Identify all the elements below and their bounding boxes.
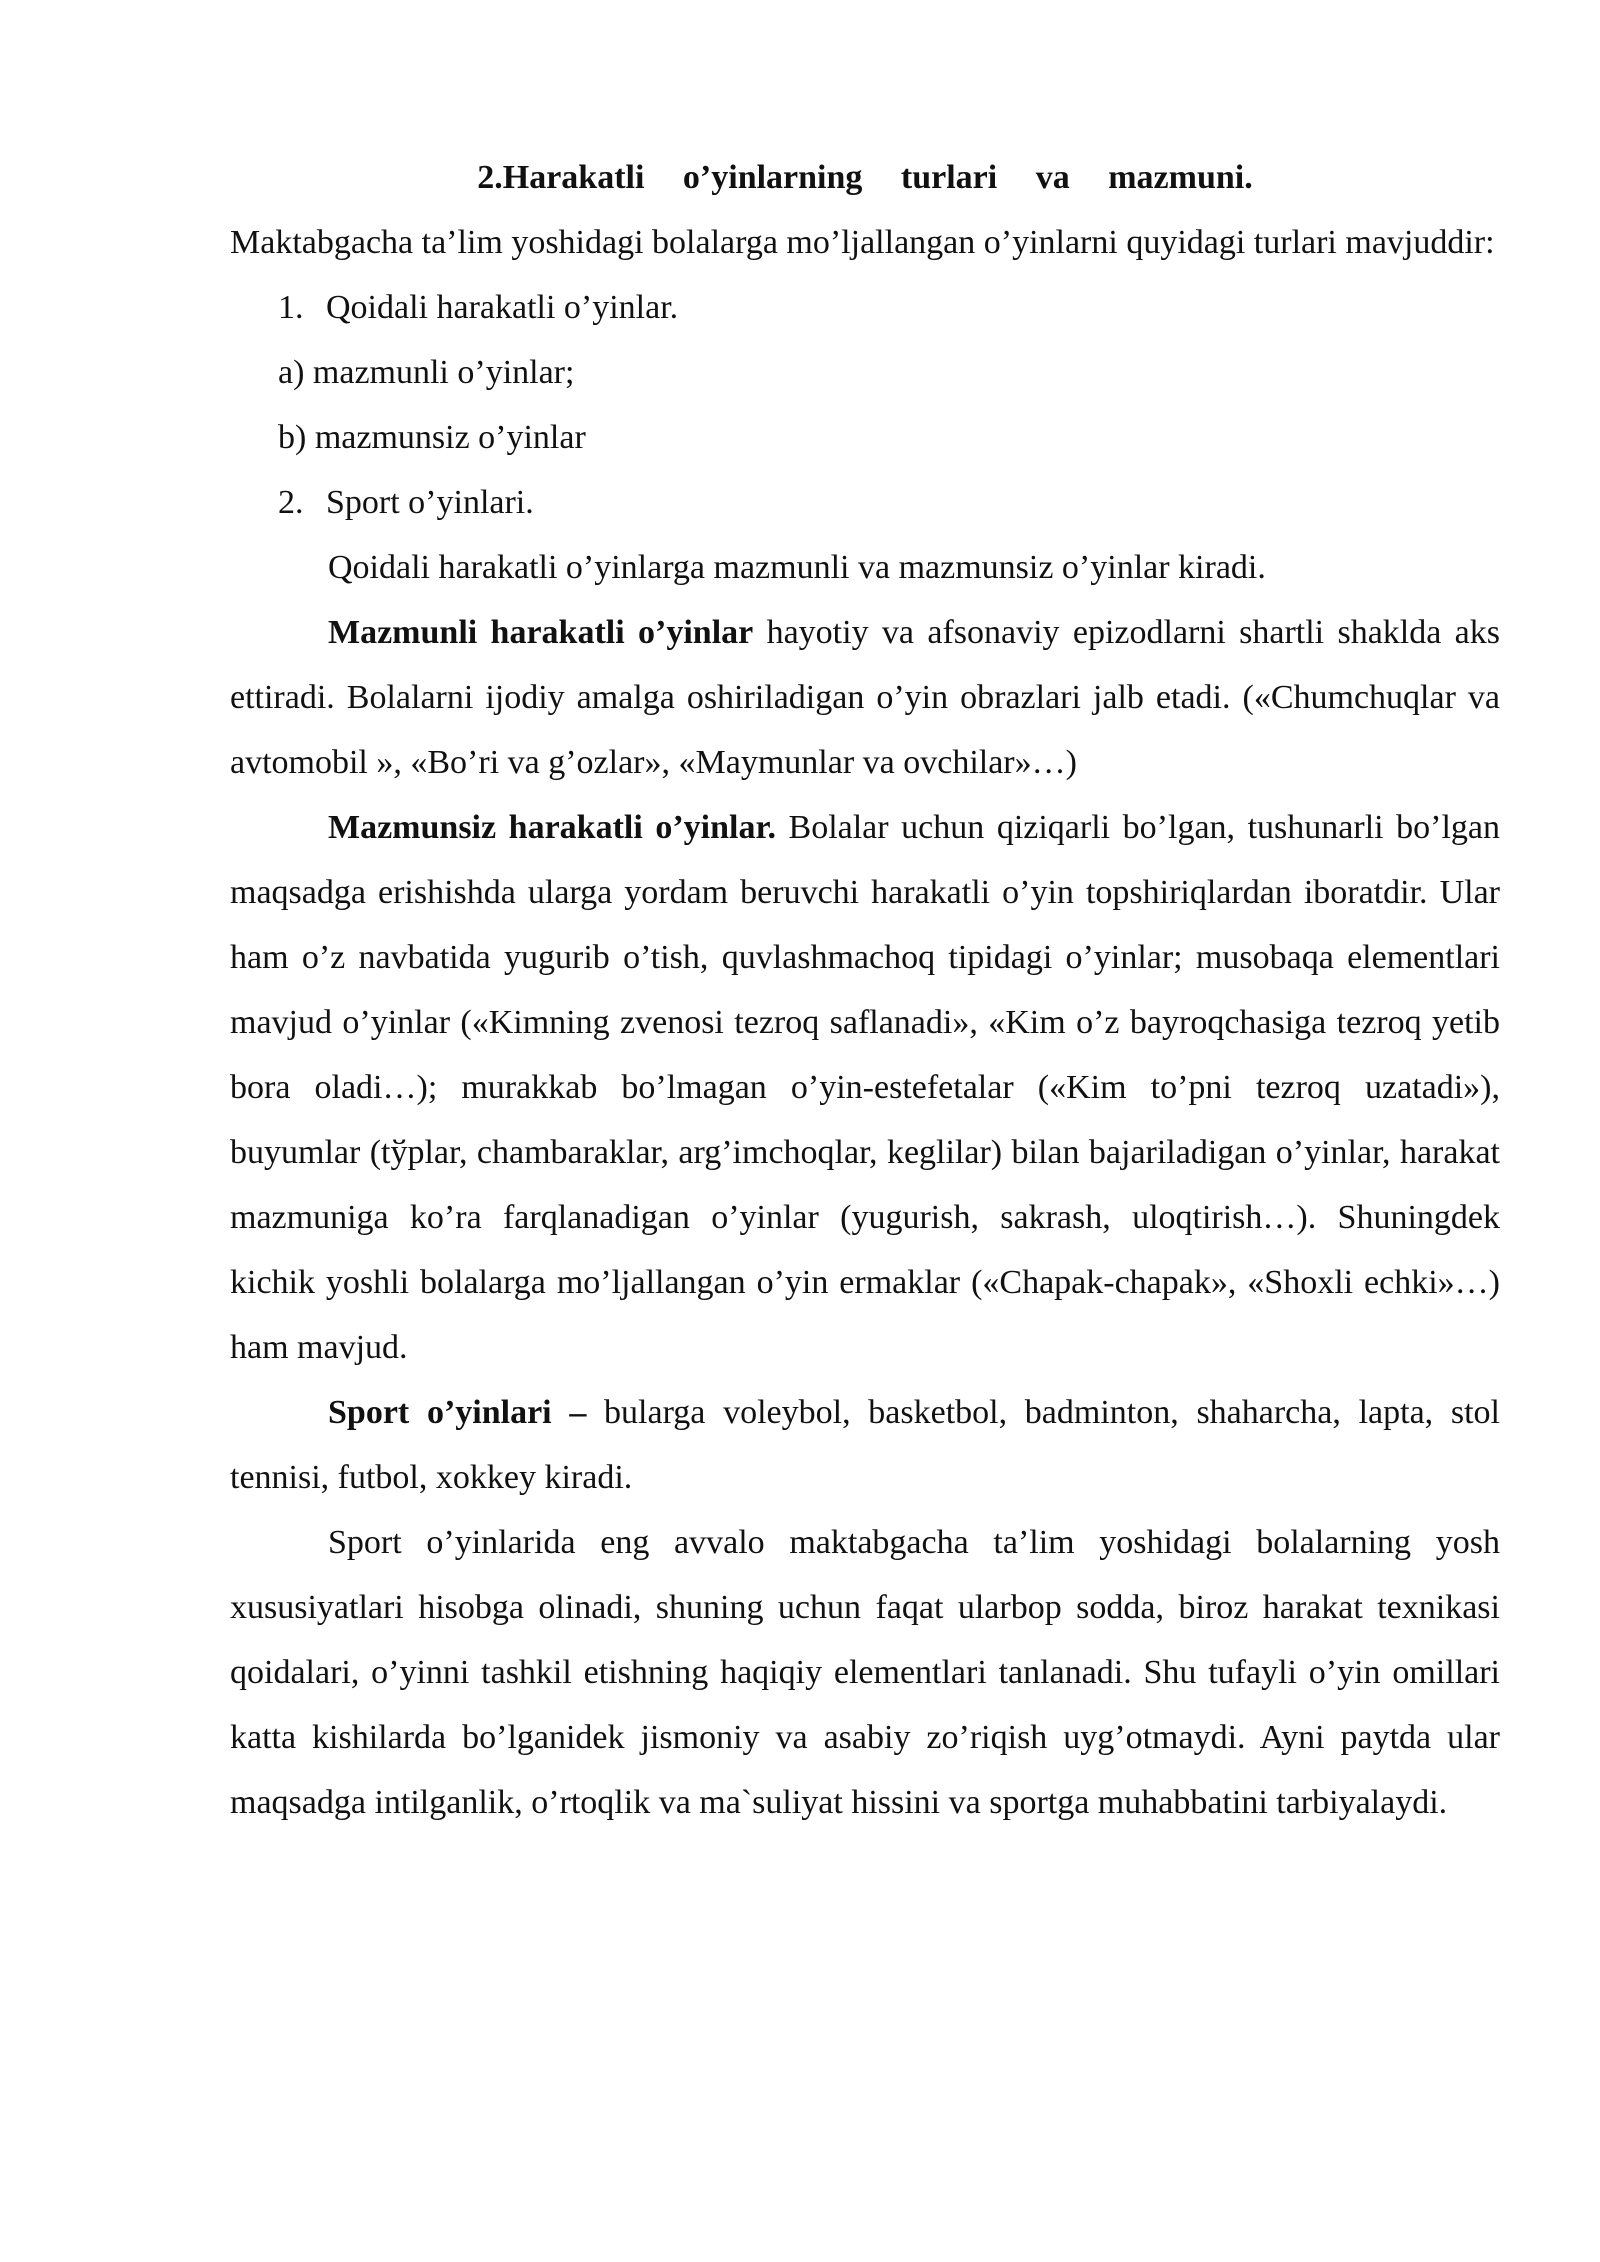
term-mazmunli: Mazmunli harakatli o’yinlar [328,614,754,651]
section-title: 2.Harakatli o’yinlarning turlari va mazmuni. [477,159,1253,196]
paragraph-2-text: hayotiy va afsonaviy epizodlarni shartli shaklda aks ettiradi. Bolalarni ijodiy amalga oshiriladigan o’yin obrazlari jalb etadi. («Chumchuqlar va avtomobil », «Bo’ri va g’ozlar», «Maymunlar va ovchilar»…) [230,614,1500,781]
list-number: 1. [278,289,304,326]
paragraph-3 [230,795,1500,1380]
intro-paragraph: Maktabgacha ta’lim yoshidagi bolalarga mo’ljallangan o’yinlarni quyidagi turlari mavjuddir: [230,224,1495,261]
list-number: 2. [278,484,304,521]
paragraph-5: Sport o’yinlarida eng avvalo maktabgacha ta’lim yoshidagi bolalarning yosh xususiyatlari hisobga olinadi, shuning uchun faqat ularbop sodda, biroz harakat texnikasi qoidalari, o’yinni tashkil etishning haqiqiy elementlari tanlanadi. Shu tufayli o’yin omillari katta kishilarda bo’lganidek jismoniy va asabiy zo’riqish uyg’otmaydi. Ayni paytda ular maqsadga intilganlik, o’rtoqlik va ma`suliyat hissini va sportga muhabbatini tarbiyalaydi. [230,1524,1500,1821]
list-subitem-b: b) mazmunsiz o’yinlar [278,419,586,456]
list-item-2 [230,470,1500,535]
paragraph-2 [230,600,1500,795]
list-item-text: Sport o’yinlari. [326,484,534,521]
term-sport: Sport o’yinlari – [328,1394,587,1431]
term-mazmunsiz: Mazmunsiz harakatli o’yinlar. [328,809,776,846]
list-item-1 [230,275,1500,340]
paragraph-1: Qoidali harakatli o’yinlarga mazmunli va mazmunsiz o’yinlar kiradi. [328,549,1266,586]
paragraph-3-text: Bolalar uchun qiziqarli bo’lgan, tushunarli bo’lgan maqsadga erishishda ularga yordam beruvchi harakatli o’yin topshiriqlardan iboratdir. Ular ham o’z navbatida yugurib o’tish, quvlashmachoq tipidagi o’yinlar; musobaqa elementlari mavjud o’yinlar («Kimning zvenosi tezroq saflanadi», «Kim o’z bayroqchasiga tezroq yetib bora oladi…); murakkab bo’lmagan o’yin-estefetalar («Kim to’pni tezroq uzatadi»), buyumlar (tўplar, chambaraklar, arg’imchoqlar, keglilar) bilan bajariladigan o’yinlar, harakat mazmuniga ko’ra farqlanadigan o’yinlar (yugurish, sakrash, uloqtirish…). Shuningdek kichik yoshli bolalarga mo’ljallangan o’yin ermaklar («Chapak-chapak», «Shoxli echki»…) ham mavjud. [230,809,1501,1366]
list-item-text: Qoidali harakatli o’yinlar. [326,289,679,326]
paragraph-4-text: bularga voleybol, basketbol, badminton, shaharcha, lapta, stol tennisi, futbol, xokkey kiradi. [230,1394,1500,1496]
list-subitem-a: a) mazmunli o’yinlar; [278,354,575,391]
paragraph-4 [230,1380,1500,1510]
